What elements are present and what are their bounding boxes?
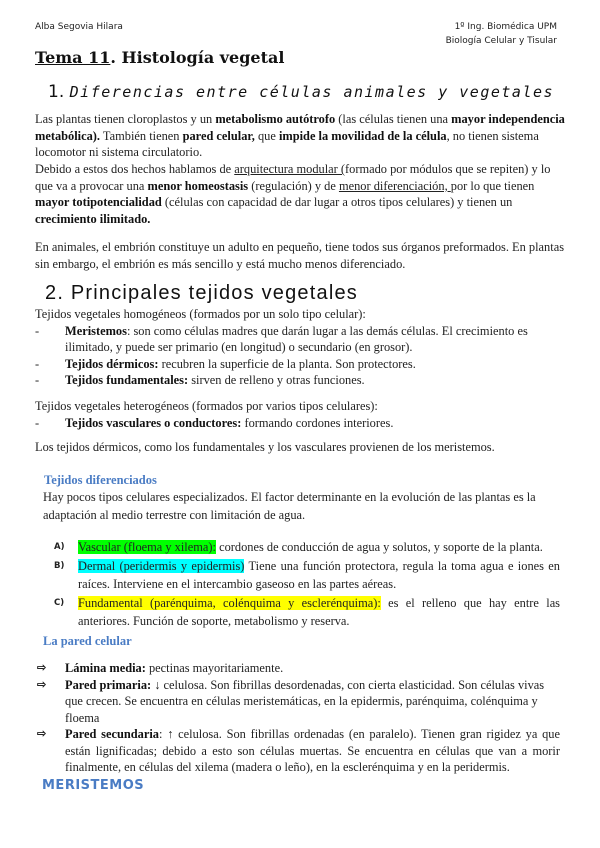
section1-number: 1. — [48, 82, 65, 102]
text-segment: Pared secundaria — [65, 727, 160, 741]
text-segment: sirven de relleno y otras funciones. — [188, 373, 365, 388]
text-segment: recubren la superficie de la planta. Son protectores. — [158, 356, 416, 371]
list-item-text — [65, 727, 560, 774]
tissue-origin-text: Los tejidos dérmicos, como los fundamentales y los vasculares provienen de los meristemos. — [35, 440, 495, 454]
text-segment: arquitectura modular ( — [234, 162, 346, 176]
text-segment: : son como células madres que darán lugar a las demás células. El crecimiento es ilimitado, y puede ser primario (en longitud) o secundario (en grosor). — [65, 323, 528, 355]
list-item — [37, 677, 560, 727]
list-item — [35, 372, 565, 389]
list-item-text — [65, 661, 283, 675]
text-segment: (regulación) y de — [248, 178, 339, 193]
list-item-text — [78, 540, 543, 554]
text-segment: que — [254, 128, 279, 143]
meristemos-heading: MERISTEMOS — [42, 778, 145, 793]
text-segment: Vascular (floema y xilema): — [78, 540, 216, 554]
heterogeneous-tissues — [35, 398, 565, 431]
text-segment: crecimiento ilimitado. — [35, 211, 151, 226]
text-segment: pared celular, — [182, 128, 255, 143]
arrow-icon: ⇨ — [37, 678, 47, 691]
text-segment: impide la movilidad de la célula — [278, 128, 447, 143]
list-marker: C) — [54, 597, 65, 608]
bullet: - — [35, 415, 40, 430]
text-segment: Tejidos vasculares o conductores: — [65, 415, 242, 430]
text-segment: ↓ celulosa. Son fibrillas desordenadas, con cierta elasticidad. Son células vivas que crecen. Se encuentra en células meristemáticas, en la epidermis, parénquima, colénquima y floema — [65, 677, 545, 725]
text-segment: Tiene una función protectora, regula la toma agua e iones en raíces. Interviene en el intercambio gaseoso en las partes aéreas. — [78, 558, 560, 591]
list-item-text — [65, 416, 393, 430]
text-segment: mayor totipotencialidad — [35, 195, 162, 210]
section2-heading: 2. Principales tejidos vegetales — [45, 282, 358, 304]
list-item — [35, 356, 565, 373]
list-item — [35, 415, 565, 432]
text-segment: Fundamental (parénquima, colénquima y esclerénquima): — [78, 595, 381, 610]
arrow-icon: ⇨ — [37, 728, 47, 740]
text-segment: (las células tienen una — [335, 112, 452, 126]
cell-wall-heading: La pared celular — [43, 634, 132, 648]
text-segment: Tejidos fundamentales: — [65, 373, 189, 388]
differentiated-heading: Tejidos diferenciados — [44, 473, 157, 487]
section1-paragraph-3 — [35, 239, 565, 272]
list-item — [54, 557, 560, 594]
text-segment: cordones de conducción de agua y solutos, y soporte de la planta. — [215, 540, 543, 554]
header-author: Alba Segovia Hilara — [35, 22, 123, 32]
text-segment: : ↑ celulosa. Son fibrillas ordenadas (en paralelo). Tienen gran rigidez ya que están lignificadas; debido a esto son células muertas. Se encuentra en células que van a morir finalmente, en células del xilema (madera o leño), en la esclerénquima y en la peridermis. — [65, 727, 561, 774]
header-course-info — [446, 20, 557, 48]
text-segment: pectinas mayoritariamente. — [145, 661, 284, 675]
text-segment: Meristemos — [65, 323, 127, 338]
homogeneous-intro: Tejidos vegetales homogéneos (formados por un solo tipo celular): — [35, 307, 366, 321]
section1-paragraph-2 — [35, 161, 565, 227]
text-segment: Tejidos dérmicos: — [65, 356, 159, 371]
list-marker: B) — [54, 560, 65, 571]
section1-paragraph-1 — [35, 111, 565, 161]
cell-wall-list — [37, 660, 560, 776]
bullet: - — [35, 323, 40, 338]
list-marker: A) — [54, 542, 65, 552]
list-item-text — [65, 678, 544, 725]
list-item-text — [78, 559, 560, 592]
text-segment: metabolismo autótrofo — [215, 112, 336, 126]
title-topic: Tema 11 — [35, 48, 111, 67]
text-segment: menor diferenciación, — [338, 178, 451, 193]
list-item-text — [65, 373, 365, 387]
homogeneous-tissues — [35, 306, 565, 389]
text-segment: Pared primaria: — [65, 677, 152, 692]
section1-heading — [48, 82, 554, 102]
text-segment: Dermal (peridermis y epidermis) — [78, 558, 245, 573]
text-segment: , no tienen sistema locomotor ni sistema circulatorio. — [35, 128, 539, 160]
list-item — [54, 538, 560, 557]
bullet: - — [35, 373, 40, 388]
text-segment: (células con capacidad de dar lugar a otros tipos celulares) y tienen un — [161, 195, 513, 210]
list-item — [54, 594, 560, 631]
text-segment: En animales, el embrión constituye un adulto en pequeño, tiene todos sus órganos preformados. En plantas sin embargo, el embrión es más sencillo y está mucho menos diferenciado. — [35, 240, 565, 271]
differentiated-intro: Hay pocos tipos celulares especializados. El factor determinante en la evolución de las plantas es la adaptación al medio terrestre con limitación de agua. — [43, 490, 536, 522]
arrow-icon: ⇨ — [37, 662, 47, 674]
list-item — [37, 660, 560, 677]
text-segment: mayor independencia metabólica). — [35, 112, 565, 143]
text-segment: Las plantas tienen cloroplastos y un — [35, 112, 216, 126]
text-segment: es el relleno que hay entre las anteriores. Función de soporte, metabolismo y reserva. — [78, 595, 561, 628]
text-segment: También tienen — [100, 128, 183, 143]
heterogeneous-intro: Tejidos vegetales heterogéneos (formados por varios tipos celulares): — [35, 399, 378, 413]
text-segment: menor homeostasis — [147, 178, 249, 193]
list-item — [35, 323, 565, 356]
text-segment: Lámina media: — [65, 661, 146, 675]
bullet: - — [35, 356, 40, 371]
text-segment: por lo que tienen — [450, 178, 535, 193]
text-segment: Debido a estos dos hechos hablamos de — [35, 162, 235, 176]
section1-title: Diferencias entre células animales y vegetales — [69, 83, 555, 101]
text-segment: formado por módulos que se repiten) y lo que va a provocar una — [35, 162, 551, 193]
differentiated-list — [54, 538, 560, 631]
header-subject: Biología Celular y Tisular — [445, 36, 557, 46]
list-item-text — [65, 357, 416, 371]
header-course: 1º Ing. Biomédica UPM — [454, 22, 557, 32]
list-item — [37, 726, 560, 776]
page-title — [35, 48, 284, 67]
list-item-text — [65, 324, 528, 355]
list-item-text — [78, 596, 560, 629]
text-segment: formando cordones interiores. — [241, 415, 394, 430]
title-rest: . Histología vegetal — [110, 48, 285, 67]
